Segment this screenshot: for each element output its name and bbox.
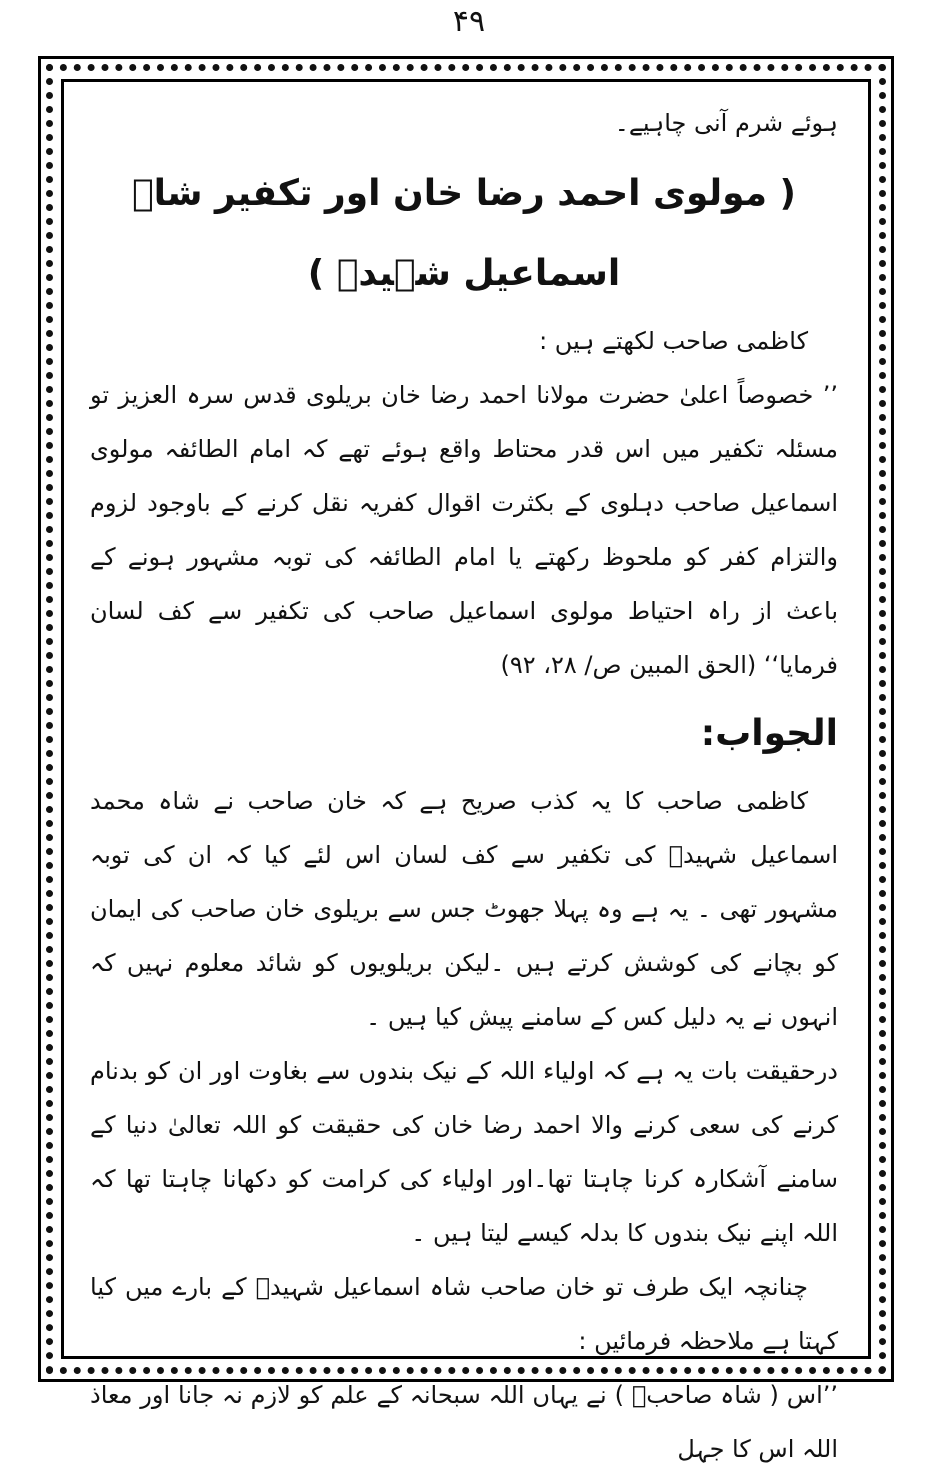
final-quote-line: ’’اس ( شاہ صاحبؒ ) نے یہاں اللہ سبحانہ کے علم کو لازم نہ جانا اور معاذ اللہ اس کا جہل [90,1381,838,1463]
thus-paragraph: چنانچہ ایک طرف تو خان صاحب شاہ اسماعیل شہیدؒ کے بارے میں کیا کہتا ہے ملاحظہ فرمائیں : [90,1273,838,1355]
page-body [90,96,838,1463]
page-number: ۴۹ [452,4,486,39]
section-title: ( مولوی احمد رضا خان اور تکفیر شاہ اسماعیل شہیدؒ ) [132,173,796,294]
kazmi-quote: ’’ خصوصاً اعلیٰ حضرت مولانا احمد رضا خان بریلوی قدس سرہ العزیز تو مسئلہ تکفیر میں اس قدر محتاط واقع ہوئے تھے کہ امام الطائفہ مولوی اسماعیل صاحب دہلوی کے بکثرت اقوال کفریہ نقل کرنے کے باوجود لزوم والتزام کفر کو ملحوظ رکھتے یا امام الطائفہ کی توبہ مشہور ہونے کے باعث از راہ احتیاط مولوی اسماعیل صاحب کی تکفیر سے کف لسان فرمایا‘‘ (الحق المبین ص/ ۲۸، ۹۲) [90,381,838,679]
reality-paragraph: درحقیقت بات یہ ہے کہ اولیاء اللہ کے نیک بندوں سے بغاوت اور ان کو بدنام کرنے کی سعی کرنے والا احمد رضا خان کی حقیقت کو اللہ تعالیٰ دنیا کے سامنے آشکارہ کرنا چاہتا تھا۔اور اولیاء کی کرامت کو دکھانا چاہتا تھا کہ اللہ اپنے نیک بندوں کا بدلہ کیسے لیتا ہیں ۔ [90,1057,838,1247]
opening-line: ہوئے شرم آنی چاہیے۔ [614,109,838,137]
answer-paragraph: کاظمی صاحب کا یہ کذب صریح ہے کہ خان صاحب نے شاہ محمد اسماعیل شہیدؒ کی تکفیر سے کف لسان اس لئے کیا کہ ان کی توبہ مشہور تھی ۔ یہ ہے وہ پہلا جھوٹ جس سے بریلوی خان صاحب کی ایمان کو بچانے کی کوشش کرتے ہیں ۔لیکن بریلویوں کو شائد معلوم نہیں کہ انہوں نے یہ دلیل کس کے سامنے پیش کیا ہیں ۔ [90,787,838,1031]
kazmi-says-line: کاظمی صاحب لکھتے ہیں : [539,327,808,355]
answer-heading: الجواب: [700,713,838,754]
